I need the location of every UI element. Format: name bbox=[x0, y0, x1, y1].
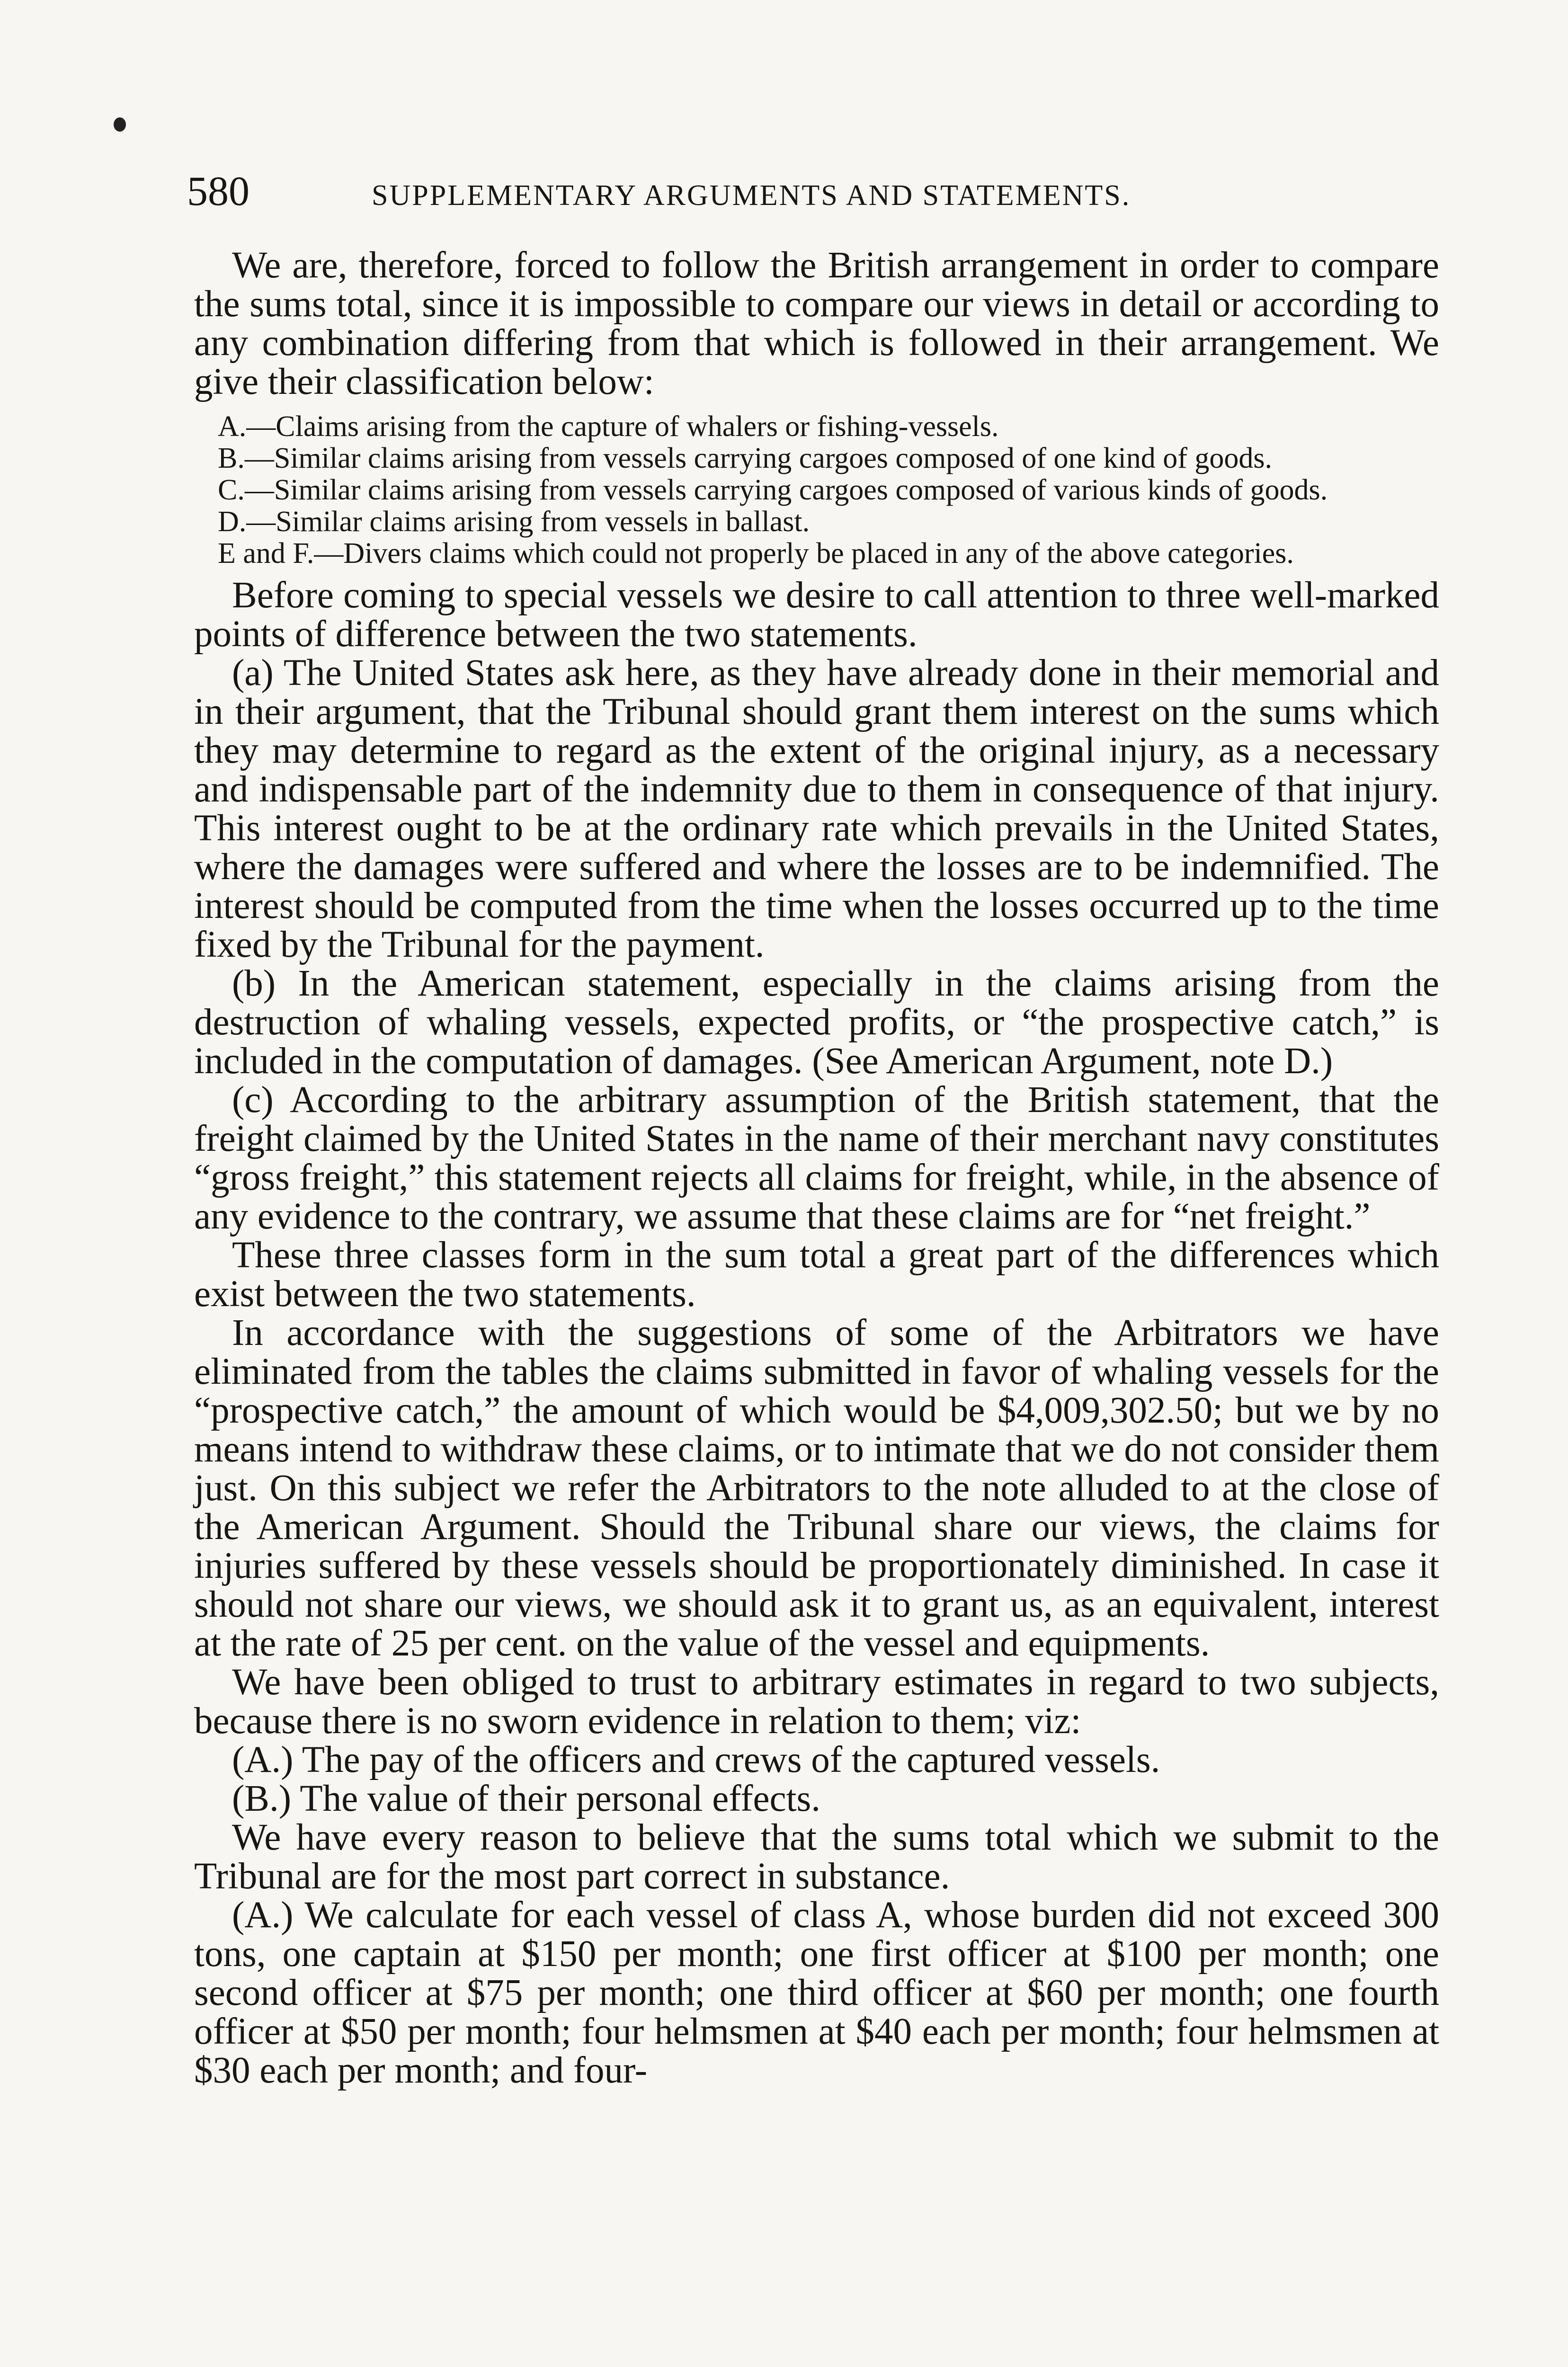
classification-item-a: A.—Claims arising from the capture of whalers or fishing-vessels. bbox=[218, 410, 999, 443]
page-header bbox=[187, 166, 1437, 222]
running-title: SUPPLEMENTARY ARGUMENTS AND STATEMENTS. bbox=[372, 179, 1131, 212]
paragraph-point-b: (b) In the American statement, especially in the claims arising from the destruction of whaling vessels, expected profits, or “the prospective catch,” is included in the computation of damages. (See American Argument, note D.) bbox=[194, 963, 1439, 1082]
paragraph-point-a: (a) The United States ask here, as they have already done in their memorial and in their argument, that the Tribunal should grant them interest on the sums which they may determine to regard as the extent of the original injury, as a necessary and indispensable part of the indemnity due to them in consequence of that injury. This interest ought to be at the ordinary rate which prevails in the United States, where the damages were suffered and where the losses are to be indemnified. The interest should be computed from the time when the losses occurred up to the time fixed by the Tribunal for the payment. bbox=[194, 652, 1439, 965]
paragraph-class-a-calculation: (A.) We calculate for each vessel of class A, whose burden did not exceed 300 tons, one captain at $150 per month; one first officer at $100 per month; one second officer at $75 per month; one third officer at $60 per month; one fourth officer at $50 per month; four helmsmen at $40 each per month; four helmsmen at $30 each per month; and four- bbox=[194, 1895, 1439, 2091]
ink-dot bbox=[114, 117, 126, 132]
paragraph-point-c: (c) According to the arbitrary assumption of the British statement, that the freight claimed by the United States in the name of their merchant navy constitutes “gross freight,” this statement rejects all claims for freight, while, in the absence of any evidence to the contrary, we assume that these claims are for “net freight.” bbox=[194, 1079, 1439, 1237]
classification-item-b: B.—Similar claims arising from vessels carrying cargoes composed of one kind of goods. bbox=[218, 442, 1272, 474]
paragraph-subject-b: (B.) The value of their personal effects. bbox=[232, 1778, 821, 1819]
classification-item-ef: E and F.—Divers claims which could not properly be placed in any of the above categories. bbox=[218, 537, 1294, 570]
body-text bbox=[194, 246, 1439, 2090]
paragraph-arbitrary-estimates: We have been obliged to trust to arbitrary estimates in regard to two subjects, because there is no sworn evidence in relation to them; viz: bbox=[194, 1662, 1439, 1742]
paragraph-sums-correct: We have every reason to believe that the sums total which we submit to the Tribunal are for the most part correct in substance. bbox=[194, 1817, 1439, 1897]
classification-list bbox=[194, 411, 1439, 570]
classification-item-c: C.—Similar claims arising from vessels carrying cargoes composed of various kinds of goods. bbox=[218, 474, 1328, 506]
paragraph-points-of-difference: Before coming to special vessels we desire to call attention to three well-marked points of difference between the two statements. bbox=[194, 575, 1439, 655]
paragraph-intro: We are, therefore, forced to follow the British arrangement in order to compare the sums total, since it is impossible to compare our views in detail or according to any combination differing from that which is followed in their arrangement. We give their classification below: bbox=[194, 245, 1439, 402]
paragraph-three-classes: These three classes form in the sum total a great part of the differences which exist between the two statements. bbox=[194, 1235, 1439, 1315]
classification-item-d: D.—Similar claims arising from vessels in ballast. bbox=[218, 506, 810, 538]
page-number: 580 bbox=[187, 169, 249, 214]
paragraph-prospective-catch: In accordance with the suggestions of some of the Arbitrators we have eliminated from the tables the claims submitted in favor of whaling vessels for the “prospective catch,” the amount of which would be $4,009,302.50; but we by no means intend to withdraw these claims, or to intimate that we do not consider them just. On this subject we refer the Arbitrators to the note alluded to at the close of the American Argument. Should the Tribunal share our views, the claims for injuries suffered by these vessels should be proportionately diminished. In case it should not share our views, we should ask it to grant us, as an equivalent, interest at the rate of 25 per cent. on the value of the vessel and equipments. bbox=[194, 1312, 1439, 1664]
paragraph-subject-a: (A.) The pay of the officers and crews of the captured vessels. bbox=[232, 1739, 1160, 1780]
